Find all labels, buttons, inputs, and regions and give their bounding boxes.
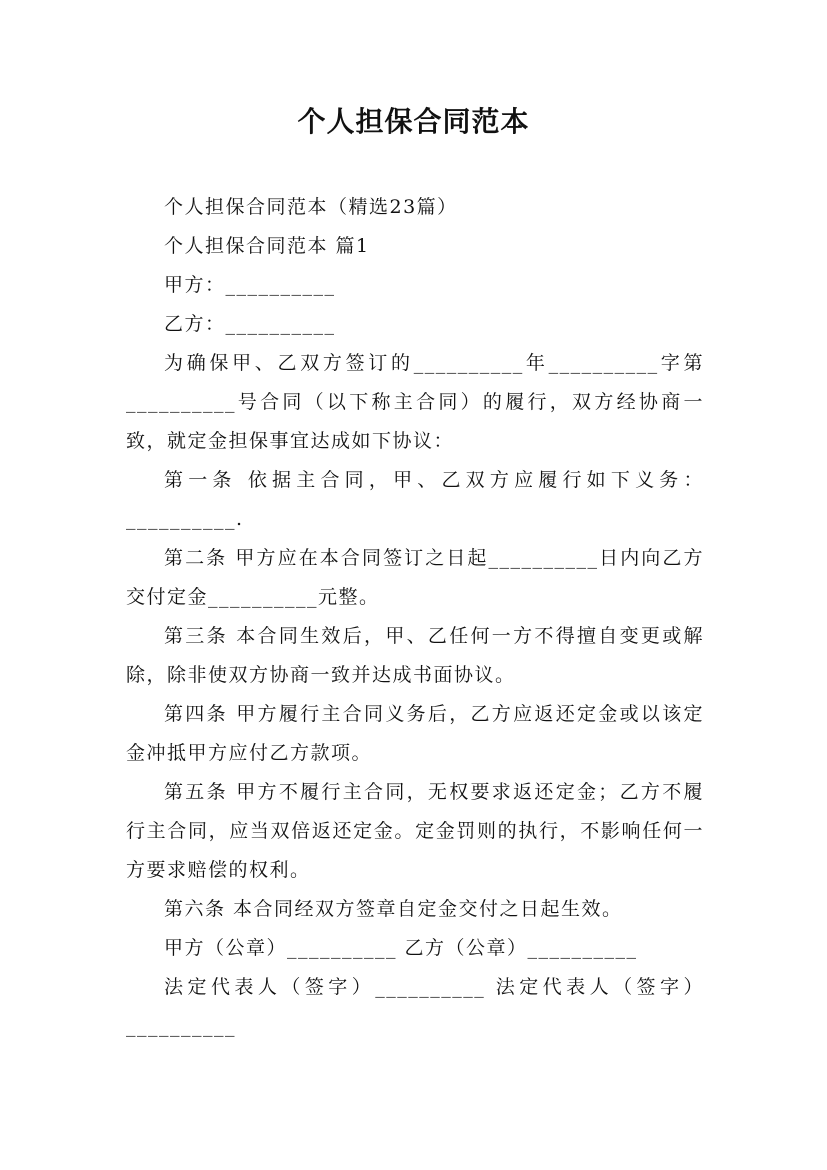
- paragraph-article-3: 第三条 本合同生效后，甲、乙任何一方不得擅自变更或解除，除非使双方协商一致并达成书面协议。: [126, 625, 704, 686]
- paragraph-article-2: 第二条 甲方应在本合同签订之日起__________日内向乙方交付定金__________元整。: [126, 547, 704, 608]
- paragraph-section-heading: 个人担保合同范本 篇1: [164, 235, 370, 257]
- document-title: 个人担保合同范本: [297, 105, 530, 138]
- paragraph-signatures: 法定代表人（签字）__________ 法定代表人（签字）__________: [126, 976, 704, 1037]
- paragraph-article-1: 第一条 依据主合同，甲、乙双方应履行如下义务：__________.: [126, 469, 704, 530]
- paragraph-article-5: 第五条 甲方不履行主合同，无权要求返还定金；乙方不履行主合同，应当双倍返还定金。定金罚则的执行，不影响任何一方要求赔偿的权利。: [126, 781, 704, 881]
- paragraph-subtitle: 个人担保合同范本（精选23篇）: [164, 196, 458, 218]
- paragraph-preamble: 为确保甲、乙双方签订的__________年__________字第__________号合同（以下称主合同）的履行，双方经协商一致，就定金担保事宜达成如下协议：: [126, 352, 704, 452]
- paragraph-seals: 甲方（公章）__________ 乙方（公章）__________: [164, 937, 638, 959]
- paragraph-article-6: 第六条 本合同经双方签章自定金交付之日起生效。: [164, 898, 623, 920]
- paragraph-party-b: 乙方：__________: [164, 313, 336, 335]
- paragraph-party-a: 甲方：__________: [164, 274, 336, 296]
- document-body: [126, 188, 704, 1046]
- paragraph-article-4: 第四条 甲方履行主合同义务后，乙方应返还定金或以该定金冲抵甲方应付乙方款项。: [126, 703, 704, 764]
